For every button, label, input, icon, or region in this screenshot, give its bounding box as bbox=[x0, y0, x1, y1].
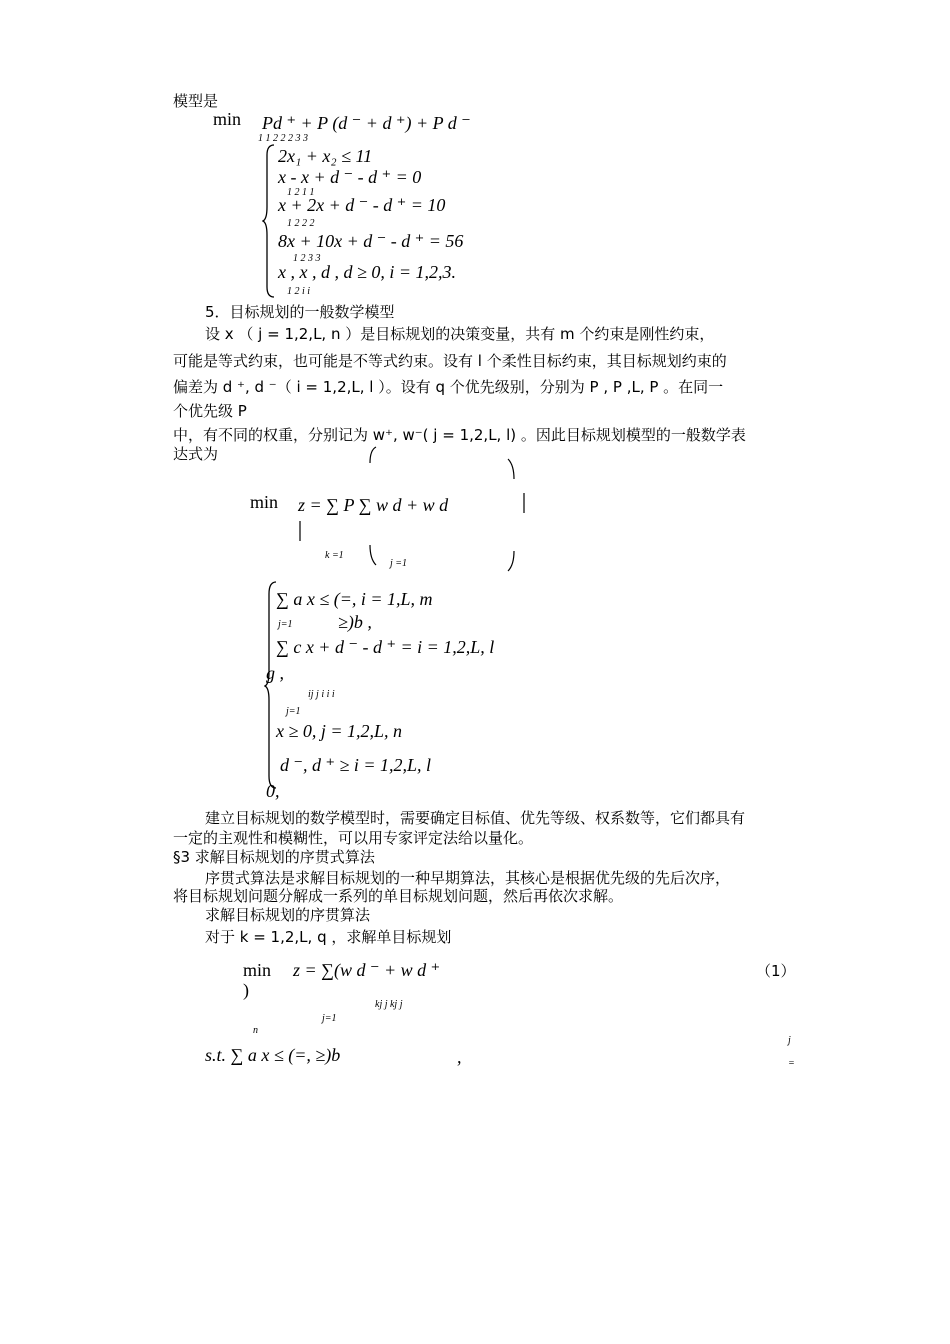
objective-parens bbox=[298, 445, 538, 575]
general-constraint-1: ∑ a x ≤ (=, i = 1,L, m bbox=[276, 589, 433, 609]
single-min-label: min bbox=[243, 960, 272, 980]
objective-subscripts: 1 1 2 2 2 3 3 bbox=[258, 133, 308, 144]
equation-number: （1） bbox=[756, 962, 796, 980]
constraint-3-subs: 1 2 2 2 bbox=[287, 218, 315, 229]
single-sum-super: n bbox=[253, 1025, 258, 1036]
general-min-label: min bbox=[250, 492, 279, 512]
constraint-5: x , x , d , d ≥ 0, i = 1,2,3. bbox=[278, 262, 457, 282]
constraint-5-subs: 1 2 i i bbox=[287, 286, 311, 297]
st-constraint: s.t. ∑ a x ≤ (=, ≥)b bbox=[205, 1045, 341, 1065]
general-constraint-4-b: 0, bbox=[266, 781, 280, 801]
general-constraint-2-sub: j=1 bbox=[286, 706, 301, 717]
section-3-line-1: 序贯式算法是求解目标规划的一种早期算法，其核心是根据优先级的先后次序， bbox=[205, 869, 731, 887]
section-5-line-6: 达式为 bbox=[173, 445, 219, 463]
general-constraint-2: ∑ c x + d ⁻ - d ⁺ = i = 1,2,L, l bbox=[276, 637, 495, 657]
general-constraint-1-sub: j=1 bbox=[278, 619, 293, 630]
section-5-line-2: 可能是等式约束，也可能是不等式约束。设有 l 个柔性目标约束，其目标规划约束的 bbox=[173, 352, 727, 370]
section-5-line-3: 偏差为 d ⁺, d ⁻（ i = 1,2,L, l ）。设有 q 个优先级别，分别为 P , P ,L, P 。在同一 bbox=[173, 378, 724, 396]
general-constraint-2-b: g , bbox=[266, 663, 284, 683]
objective-expression: Pd ⁺ + P (d ⁻ + d ⁺) + P d ⁻ bbox=[262, 113, 471, 133]
section-3-subheading: 求解目标规划的序贯算法 bbox=[205, 906, 371, 924]
constraint-3: x + 2x + d ⁻ - d ⁺ = 10 bbox=[278, 195, 446, 215]
section-5-line-4: 个优先级 P bbox=[173, 402, 247, 420]
general-constraint-3: x ≥ 0, j = 1,2,L, n bbox=[276, 721, 403, 741]
section-3-for-k: 对于 k = 1,2,L, q ，求解单目标规划 bbox=[205, 928, 452, 946]
st-comma: , bbox=[457, 1047, 462, 1067]
left-brace-2 bbox=[264, 580, 280, 792]
constraint-4-subs: 1 2 3 3 bbox=[293, 253, 321, 264]
left-brace-1 bbox=[262, 143, 278, 299]
single-close-paren: ) bbox=[243, 980, 249, 1000]
section-5-line-1: 设 x （ j = 1,2,L, n ）是目标规划的决策变量，共有 m 个约束是刚性约束， bbox=[205, 325, 715, 343]
para-after-line-1: 建立目标规划的数学模型时，需要确定目标值、优先等级、权系数等，它们都具有 bbox=[205, 809, 746, 827]
general-sum-k-subscript: k =1 bbox=[325, 550, 344, 561]
para-after-line-2: 一定的主观性和模糊性，可以用专家评定法给以量化。 bbox=[173, 829, 534, 847]
right-margin-j: j bbox=[788, 1035, 791, 1046]
constraint-2: x - x + d ⁻ - d ⁺ = 0 bbox=[278, 167, 422, 187]
min-label: min bbox=[213, 109, 242, 129]
model-label: 模型是 bbox=[173, 92, 219, 110]
general-constraint-4: d ⁻, d ⁺ ≥ i = 1,2,L, l bbox=[280, 755, 432, 775]
constraint-1: 2x₁ + x₂ ≤ 11 bbox=[278, 146, 373, 166]
general-sum-j-subscript: j =1 bbox=[390, 558, 408, 569]
section-5-line-5: 中，有不同的权重，分别记为 w⁺, w⁻( j = 1,2,L, l) 。因此目标规划模型的一般数学表 bbox=[173, 426, 746, 444]
section-3-heading: §3 求解目标规划的序贯式算法 bbox=[173, 848, 375, 866]
right-margin-eq: = bbox=[788, 1058, 795, 1069]
constraint-4: 8x + 10x + d ⁻ - d ⁺ = 56 bbox=[278, 231, 464, 251]
section-3-line-2: 将目标规划问题分解成一系列的单目标规划问题，然后再依次求解。 bbox=[173, 887, 624, 905]
single-objective-subs: kj j kj j bbox=[375, 999, 403, 1010]
single-objective: z = ∑(w d ⁻ + w d ⁺ bbox=[293, 960, 441, 980]
section-5-heading: 5．目标规划的一般数学模型 bbox=[205, 303, 395, 321]
single-sum-sub: j=1 bbox=[322, 1013, 337, 1024]
general-constraint-1-b: ≥)b , bbox=[338, 612, 372, 632]
constraint-2-subs: 1 2 1 1 bbox=[287, 187, 315, 198]
general-constraint-2-subs: ij j i i i bbox=[308, 689, 335, 700]
general-objective: z = ∑ P ∑ w d + w d bbox=[298, 495, 449, 515]
